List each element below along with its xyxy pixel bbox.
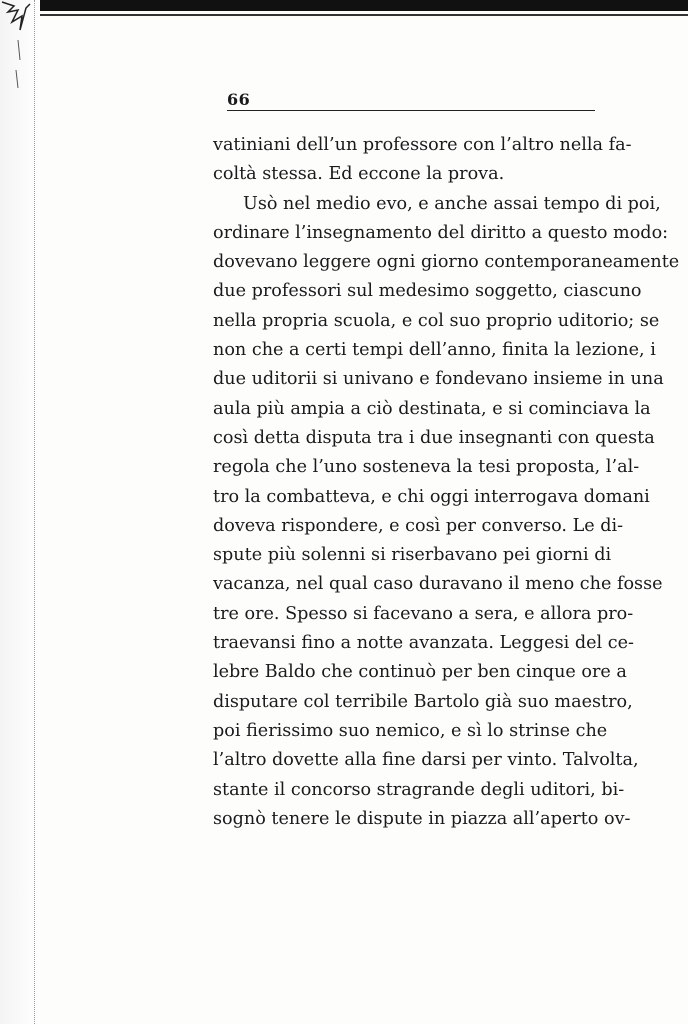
text-line: Usò nel medio evo, e anche assai tempo di poi, [243, 193, 661, 214]
text-line: vatiniani dell’un professore con l’altro nella fa- [213, 135, 632, 155]
text-line: coltà stessa. Ed eccone la prova. [213, 164, 505, 185]
page-number: 66 [227, 90, 251, 109]
text-line: doveva rispondere, e così per converso. Le di- [213, 515, 624, 536]
text-line: aula più ampia a ciò destinata, e si cominciava la [213, 398, 651, 419]
text-line: regola che l’uno sosteneva la tesi proposta, l’al- [213, 457, 640, 478]
text-line: ordinare l’insegnamento del diritto a questo modo: [213, 222, 669, 243]
page-gutter [0, 0, 40, 1024]
text-line: traevansi fino a notte avanzata. Leggesi del ce- [213, 633, 634, 654]
text-line: vacanza, nel qual caso duravano il meno che fosse [213, 574, 663, 595]
torn-corner-decoration [0, 0, 44, 90]
text-line: dovevano leggere ogni giorno contemporaneamente [213, 252, 680, 273]
text-line: così detta disputa tra i due insegnanti con questa [213, 427, 655, 448]
text-line: due professori sul medesimo soggetto, ciascuno [213, 281, 642, 302]
page-top-edge [40, 0, 688, 11]
header-rule [227, 110, 595, 111]
text-line: lebre Baldo che continuò per ben cinque ore a [213, 662, 627, 683]
text-line: due uditorii si univano e fondevano insieme in una [213, 369, 664, 390]
body-text [213, 131, 680, 834]
text-line: l’altro dovette alla fine darsi per vinto. Talvolta, [213, 750, 639, 771]
text-line: stante il concorso stragrande degli uditori, bi- [213, 779, 625, 800]
text-line: spute più solenni si riserbavano pei giorni di [213, 545, 612, 566]
text-line: poi fierissimo suo nemico, e sì lo strinse che [213, 720, 608, 741]
text-line: tre ore. Spesso si facevano a sera, e allora pro- [213, 603, 634, 624]
text-line: nella propria scuola, e col suo proprio uditorio; se [213, 310, 660, 331]
page-top-rule [40, 14, 688, 16]
text-line: non che a certi tempi dell’anno, finita la lezione, i [213, 340, 656, 361]
text-line: sognò tenere le dispute in piazza all’aperto ov- [213, 808, 631, 829]
gutter-fold-line [0, 0, 35, 1024]
text-line: tro la combatteva, e chi oggi interrogava domani [213, 486, 650, 507]
text-line: disputare col terribile Bartolo già suo maestro, [213, 691, 633, 712]
